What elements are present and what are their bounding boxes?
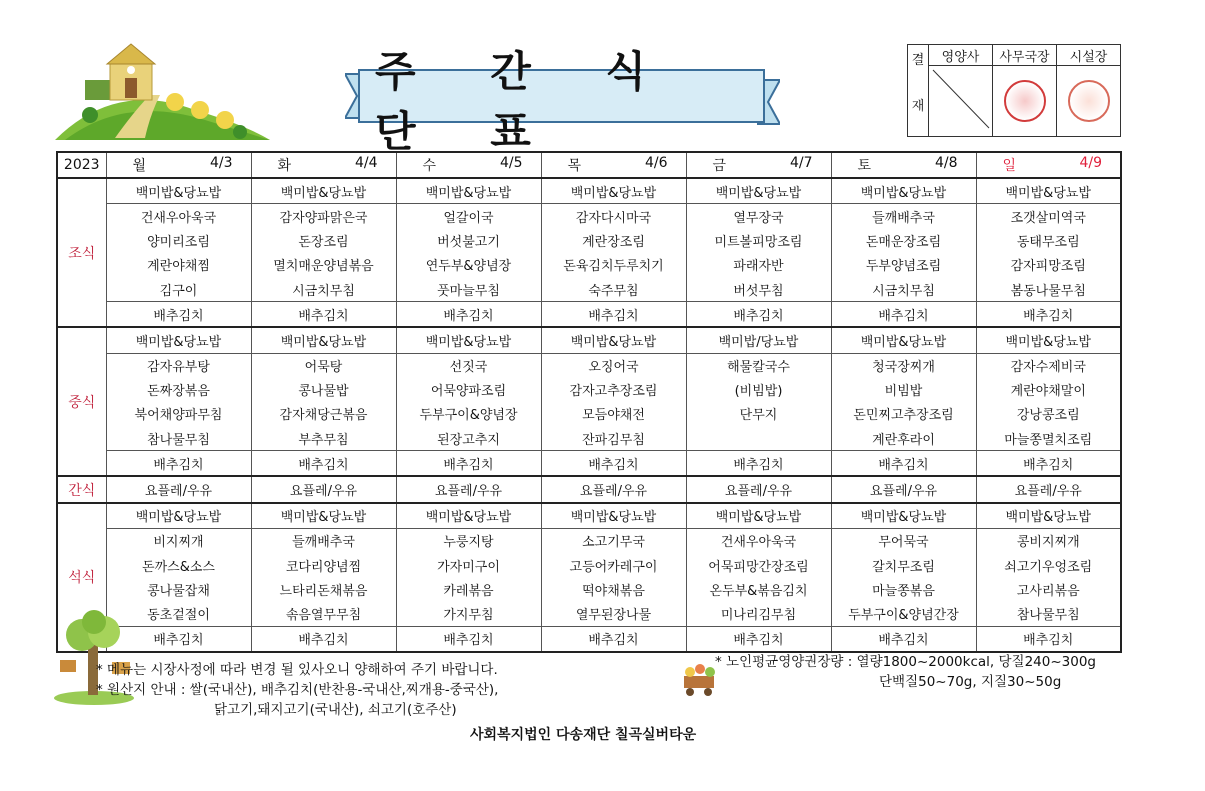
rice-cell: 백미밥&당뇨밥	[251, 178, 396, 204]
dish-cell: 모듬야채전	[541, 402, 686, 426]
rice-cell: 백미밥&당뇨밥	[976, 178, 1121, 204]
header-row	[57, 152, 1121, 178]
dish-cell: 조갯살미역국	[976, 204, 1121, 229]
approval-stamp	[993, 66, 1057, 137]
nutrition-line: * 노인평균영양권장량 : 열량1800~2000kcal, 당질240~300g	[715, 654, 1096, 670]
dish-cell	[686, 426, 831, 451]
dish-cell: 가지무침	[396, 601, 541, 626]
table-row	[57, 253, 1121, 277]
dish-cell: 돈매운장조림	[831, 229, 976, 253]
dish-cell: 무어묵국	[831, 528, 976, 553]
dish-cell: 어묵탕	[251, 353, 396, 378]
snack-cell: 요플레/우유	[396, 476, 541, 502]
dish-cell: 열무장국	[686, 204, 831, 229]
dish-cell: 고사리볶음	[976, 577, 1121, 601]
dish-cell: 미나리김무침	[686, 601, 831, 626]
kimchi-cell: 배추김치	[541, 302, 686, 328]
table-row	[57, 476, 1121, 502]
page-title: 주 간 식 단 표	[375, 47, 676, 156]
dish-cell: 멸치매운양념볶음	[251, 253, 396, 277]
dish-cell: 코다리양념찜	[251, 553, 396, 577]
dish-cell: 떡야채볶음	[541, 577, 686, 601]
dish-cell: 건새우아욱국	[106, 204, 251, 229]
dish-cell: 파래자반	[686, 253, 831, 277]
day-header: 월 4/3	[106, 152, 251, 178]
dish-cell: 감자유부탕	[106, 353, 251, 378]
rice-cell: 백미밥&당뇨밥	[831, 178, 976, 204]
day-header: 수 4/5	[396, 152, 541, 178]
note-line: * 메뉴는 시장사정에 따라 변경 될 있사오니 양해하여 주기 바랍니다.	[96, 662, 498, 678]
rice-cell: 백미밥&당뇨밥	[251, 503, 396, 529]
dish-cell: 돈민찌고추장조림	[831, 402, 976, 426]
dish-cell: 마늘쫑볶음	[831, 577, 976, 601]
church-hill-illustration	[55, 40, 270, 145]
dish-cell: 된장고추지	[396, 426, 541, 451]
snack-cell: 요플레/우유	[541, 476, 686, 502]
dish-cell: 두부양념조림	[831, 253, 976, 277]
rice-cell: 백미밥&당뇨밥	[251, 327, 396, 353]
table-row	[57, 277, 1121, 302]
dish-cell: 선짓국	[396, 353, 541, 378]
dish-cell: 카레볶음	[396, 577, 541, 601]
kimchi-cell: 배추김치	[106, 302, 251, 328]
dish-cell: 소고기무국	[541, 528, 686, 553]
dish-cell: 청국장찌개	[831, 353, 976, 378]
kimchi-cell: 배추김치	[686, 451, 831, 477]
rice-cell: 백미밥&당뇨밥	[396, 178, 541, 204]
dish-cell: 시금치무침	[831, 277, 976, 302]
kimchi-cell: 배추김치	[251, 302, 396, 328]
table-row	[57, 577, 1121, 601]
dish-cell: 두부구이&양념장	[396, 402, 541, 426]
dish-cell: 감자다시마국	[541, 204, 686, 229]
dish-cell: 버섯불고기	[396, 229, 541, 253]
dish-cell: 쇠고기우엉조림	[976, 553, 1121, 577]
dish-cell: 들깨배추국	[831, 204, 976, 229]
rice-cell: 백미밥&당뇨밥	[831, 327, 976, 353]
dish-cell: 참나물무침	[106, 426, 251, 451]
dish-cell: 돈짜장볶음	[106, 378, 251, 402]
kimchi-cell: 배추김치	[251, 451, 396, 477]
rice-cell: 백미밥&당뇨밥	[106, 178, 251, 204]
dish-cell: 북어채양파무침	[106, 402, 251, 426]
kimchi-cell: 배추김치	[541, 451, 686, 477]
snack-cell: 요플레/우유	[106, 476, 251, 502]
approval-stamp	[1057, 66, 1121, 137]
dish-cell: 돈육김치두루치기	[541, 253, 686, 277]
kimchi-cell: 배추김치	[541, 626, 686, 652]
dish-cell: 콩나물잡채	[106, 577, 251, 601]
table-row	[57, 451, 1121, 477]
meal-label: 중식	[57, 327, 106, 476]
snack-cell: 요플레/우유	[831, 476, 976, 502]
dish-cell: 비빔밥	[831, 378, 976, 402]
kimchi-cell: 배추김치	[831, 451, 976, 477]
table-row	[57, 402, 1121, 426]
nutrition-line: 단백질50~70g, 지질30~50g	[879, 674, 1062, 690]
rice-cell: 백미밥&당뇨밥	[686, 503, 831, 529]
rice-cell: 백미밥&당뇨밥	[541, 503, 686, 529]
dish-cell: 두부구이&양념간장	[831, 601, 976, 626]
note-line: * 원산지 안내 : 쌀(국내산), 배추김치(반찬용-국내산,찌개용-중국산),	[96, 682, 499, 698]
dish-cell: 솎음열무무침	[251, 601, 396, 626]
dish-cell: 마늘쫑멸치조림	[976, 426, 1121, 451]
dish-cell: 미트볼피망조림	[686, 229, 831, 253]
rice-cell: 백미밥/당뇨밥	[686, 327, 831, 353]
table-row	[57, 229, 1121, 253]
dish-cell: 강낭콩조림	[976, 402, 1121, 426]
dish-cell: 계란야채찜	[106, 253, 251, 277]
dish-cell: 열무된장나물	[541, 601, 686, 626]
dish-cell: 참나물무침	[976, 601, 1121, 626]
table-row	[57, 528, 1121, 553]
dish-cell: 콩나물밥	[251, 378, 396, 402]
year-cell: 2023	[57, 152, 106, 178]
notes-block	[96, 660, 498, 720]
kimchi-cell: 배추김치	[251, 626, 396, 652]
table-row	[57, 204, 1121, 229]
dish-cell: 김구이	[106, 277, 251, 302]
table-row	[57, 426, 1121, 451]
kimchi-cell: 배추김치	[396, 626, 541, 652]
table-row	[57, 178, 1121, 204]
kimchi-cell: 배추김치	[831, 626, 976, 652]
day-header: 금 4/7	[686, 152, 831, 178]
snack-cell: 요플레/우유	[686, 476, 831, 502]
rice-cell: 백미밥&당뇨밥	[831, 503, 976, 529]
table-row	[57, 378, 1121, 402]
day-header: 화 4/4	[251, 152, 396, 178]
approval-slash	[929, 66, 993, 137]
rice-cell: 백미밥&당뇨밥	[106, 503, 251, 529]
dish-cell: 시금치무침	[251, 277, 396, 302]
dish-cell: 오징어국	[541, 353, 686, 378]
dish-cell: 갈치무조림	[831, 553, 976, 577]
dish-cell: 숙주무침	[541, 277, 686, 302]
rice-cell: 백미밥&당뇨밥	[396, 503, 541, 529]
dish-cell: 잔파김무침	[541, 426, 686, 451]
dish-cell: 온두부&볶음김치	[686, 577, 831, 601]
approval-box	[907, 44, 1121, 137]
rice-cell: 백미밥&당뇨밥	[106, 327, 251, 353]
dish-cell: 건새우아욱국	[686, 528, 831, 553]
dish-cell: 누룽지탕	[396, 528, 541, 553]
dish-cell: 감자수제비국	[976, 353, 1121, 378]
kimchi-cell: 배추김치	[106, 451, 251, 477]
day-header: 토 4/8	[831, 152, 976, 178]
dish-cell: 해물칼국수	[686, 353, 831, 378]
dish-cell: 감자채당근볶음	[251, 402, 396, 426]
dish-cell: 가자미구이	[396, 553, 541, 577]
dish-cell: (비빔밥)	[686, 378, 831, 402]
dish-cell: 계란야채말이	[976, 378, 1121, 402]
dish-cell: 단무지	[686, 402, 831, 426]
dish-cell: 콩비지찌개	[976, 528, 1121, 553]
dish-cell: 양미리조림	[106, 229, 251, 253]
meal-label: 간식	[57, 476, 106, 502]
day-header: 목 4/6	[541, 152, 686, 178]
dish-cell: 얼갈이국	[396, 204, 541, 229]
kimchi-cell: 배추김치	[686, 626, 831, 652]
dish-cell: 어묵피망간장조림	[686, 553, 831, 577]
table-row	[57, 302, 1121, 328]
dish-cell: 감자고추장조림	[541, 378, 686, 402]
dish-cell: 풋마늘무침	[396, 277, 541, 302]
kimchi-cell: 배추김치	[396, 302, 541, 328]
approval-role: 시설장	[1057, 45, 1121, 66]
table-row	[57, 327, 1121, 353]
kimchi-cell: 배추김치	[976, 302, 1121, 328]
snack-cell: 요플레/우유	[976, 476, 1121, 502]
day-header: 일 4/9	[976, 152, 1121, 178]
approval-role: 사무국장	[993, 45, 1057, 66]
table-row	[57, 553, 1121, 577]
rice-cell: 백미밥&당뇨밥	[976, 327, 1121, 353]
dish-cell: 고등어카레구이	[541, 553, 686, 577]
nutrition-block	[715, 652, 1096, 692]
kimchi-cell: 배추김치	[106, 626, 251, 652]
title-banner	[345, 47, 780, 156]
dish-cell: 들깨배추국	[251, 528, 396, 553]
note-line: 닭고기,돼지고기(국내산), 쇠고기(호주산)	[214, 702, 457, 718]
table-row	[57, 601, 1121, 626]
dish-cell: 감자피망조림	[976, 253, 1121, 277]
kimchi-cell: 배추김치	[976, 626, 1121, 652]
rice-cell: 백미밥&당뇨밥	[976, 503, 1121, 529]
table-row	[57, 353, 1121, 378]
rice-cell: 백미밥&당뇨밥	[541, 178, 686, 204]
dish-cell: 계란후라이	[831, 426, 976, 451]
dish-cell: 감자양파맑은국	[251, 204, 396, 229]
meal-label: 조식	[57, 178, 106, 327]
dish-cell: 돈까스&소스	[106, 553, 251, 577]
kimchi-cell: 배추김치	[686, 302, 831, 328]
rice-cell: 백미밥&당뇨밥	[396, 327, 541, 353]
rice-cell: 백미밥&당뇨밥	[541, 327, 686, 353]
kimchi-cell: 배추김치	[831, 302, 976, 328]
snack-cell: 요플레/우유	[251, 476, 396, 502]
table-row	[57, 503, 1121, 529]
footer-org: 사회복지법인 다송재단 칠곡실버타운	[470, 727, 697, 743]
weekly-menu-table	[56, 151, 1122, 653]
dish-cell: 동초겉절이	[106, 601, 251, 626]
dish-cell: 봄동나물무침	[976, 277, 1121, 302]
dish-cell: 어묵양파조림	[396, 378, 541, 402]
dish-cell: 느타리돈채볶음	[251, 577, 396, 601]
rice-cell: 백미밥&당뇨밥	[686, 178, 831, 204]
dish-cell: 계란장조림	[541, 229, 686, 253]
kimchi-cell: 배추김치	[396, 451, 541, 477]
dish-cell: 비지찌개	[106, 528, 251, 553]
approval-role: 영양사	[929, 45, 993, 66]
dish-cell: 연두부&양념장	[396, 253, 541, 277]
kimchi-cell: 배추김치	[976, 451, 1121, 477]
table-row	[57, 626, 1121, 652]
approval-side-label: 결 재	[908, 45, 929, 137]
dish-cell: 돈장조림	[251, 229, 396, 253]
meal-label: 석식	[57, 503, 106, 652]
dish-cell: 부추무침	[251, 426, 396, 451]
dish-cell: 버섯무침	[686, 277, 831, 302]
dish-cell: 동태무조림	[976, 229, 1121, 253]
